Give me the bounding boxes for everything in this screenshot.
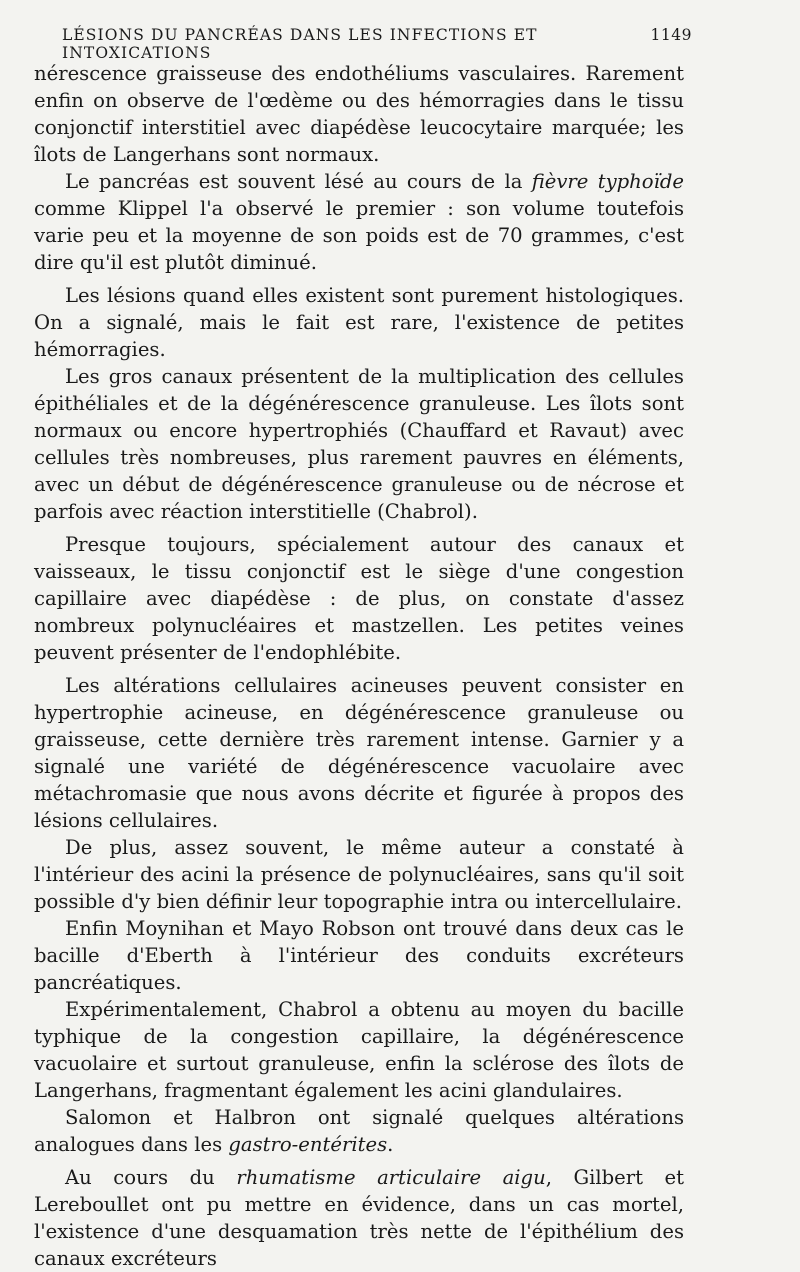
page-number: 1149 <box>650 26 692 44</box>
paragraph-2: Le pancréas est souvent lésé au cours de la fièvre typhoïde comme Klippel l'a observé le premier : son volume toutefois varie peu et la moyenne de son poids est de 70 grammes, c'est dire qu'il est plutôt diminué. <box>34 170 685 274</box>
paragraph-4: Les gros canaux présentent de la multiplication des cellules épithéliales et de la dégénérescence granuleuse. Les îlots sont normaux ou encore hypertrophiés (Chauffard et Ravaut) avec cellules très nombreuses, plus rarement pauvres en éléments, avec un début de dégénérescence granuleuse ou de nécrose et parfois avec réaction interstitielle (Chabrol). <box>34 365 684 523</box>
emphasis-rhumatisme: rhumatisme articulaire aigu <box>236 1166 546 1189</box>
paragraph-8: Enfin Moynihan et Mayo Robson ont trouvé dans deux cas le bacille d'Eberth à l'intérieur des conduits excréteurs pancréatiques. <box>34 917 684 994</box>
paragraph-5: Presque toujours, spécialement autour des canaux et vaisseaux, le tissu conjonctif est le siège d'une congestion capillaire avec diapédèse : de plus, on constate d'assez nombreux polynucléaires et mastzellen. Les petites veines peuvent présenter de l'endophlébite. <box>34 533 684 664</box>
emphasis-gastro-enterites: gastro-entérites <box>228 1133 388 1156</box>
paragraph-11: Au cours du rhumatisme articulaire aigu, Gilbert et Lereboullet ont pu mettre en évidence, dans un cas mortel, l'existence d'une desquamation très nette de l'épithélium des canaux excréteurs <box>34 1166 684 1270</box>
paragraph-3: Les lésions quand elles existent sont purement histologiques. On a signalé, mais le fait est rare, l'existence de petites hémorragies. <box>34 284 684 361</box>
running-title: LÉSIONS DU PANCRÉAS DANS LES INFECTIONS ET INTOXICATIONS <box>62 26 538 62</box>
paragraph-1: nérescence graisseuse des endothéliums vasculaires. Rarement enfin on observe de l'œdème ou des hémorragies dans le tissu conjonctif interstitiel avec diapédèse leucocytaire marquée; les îlots de Langerhans sont normaux. <box>34 62 684 166</box>
paragraph-10: Salomon et Halbron ont signalé quelques altérations analogues dans les gastro-entérites. <box>34 1106 684 1156</box>
paragraph-6: Les altérations cellulaires acineuses peuvent consister en hypertrophie acineuse, en dégénérescence granuleuse ou graisseuse, cette dernière très rarement intense. Garnier y a signalé une variété de dégénérescence vacuolaire avec métachromasie que nous avons décrite et figurée à propos des lésions cellulaires. <box>34 674 684 832</box>
emphasis-fievre-typhoide: fièvre typhoïde <box>531 170 685 193</box>
paragraph-7: De plus, assez souvent, le même auteur a constaté à l'intérieur des acini la présence de polynucléaires, sans qu'il soit possible d'y bien définir leur topographie intra ou intercellulaire. <box>34 836 684 913</box>
running-header <box>62 26 692 62</box>
paragraph-9: Expérimentalement, Chabrol a obtenu au moyen du bacille typhique de la congestion capillaire, la dégénérescence vacuolaire et surtout granuleuse, enfin la sclérose des îlots de Langerhans, fragmentant également les acini glandulaires. <box>34 998 684 1102</box>
body-text <box>34 60 684 1272</box>
